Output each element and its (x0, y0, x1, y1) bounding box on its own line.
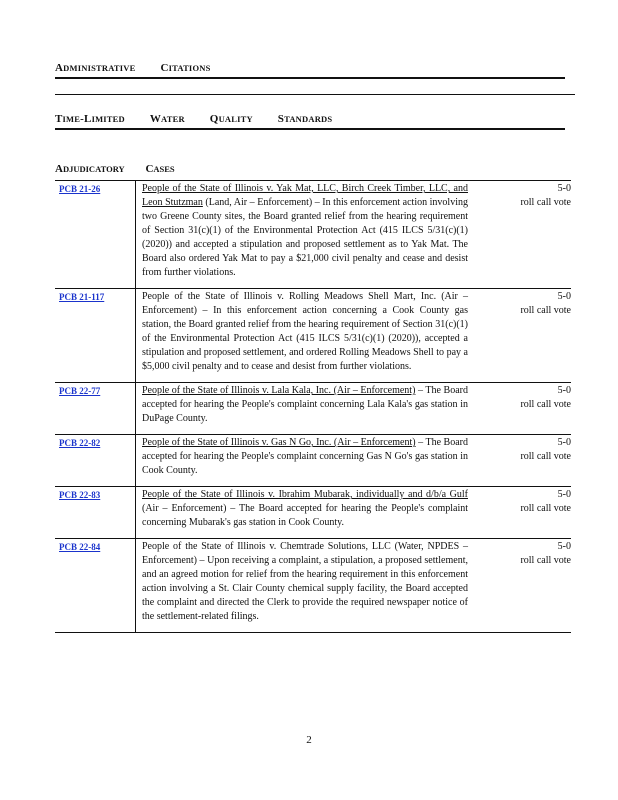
case-number-link[interactable]: PCB 22-82 (59, 438, 101, 448)
case-vote (472, 539, 571, 632)
case-title: People of the State of Illinois v. Yak Mat, LLC, Birch Creek Timber, LLC, and Leon Stutzman (142, 183, 468, 208)
case-row (55, 382, 571, 434)
case-number-link[interactable]: PCB 22-84 (59, 542, 101, 552)
case-row (55, 434, 571, 486)
heading-word: CASES (145, 163, 175, 175)
case-body: People of the State of Illinois v. Rolling Meadows Shell Mart, Inc. (Air – Enforcement) – In this enforcement action concerning a Cook County gas station, the Board granted relief from the hearing requirement of Section 31(c)(1) of the Environmental Protection Act (415 ILCS 5/31(c)(1) (2020)), accepted a stipulation and proposed settlement, and ordered Rolling Meadows Shell to pay a $5,000 civil penalty and to cease and desist from further violations. (142, 291, 468, 372)
case-number-link[interactable]: PCB 21-26 (59, 184, 101, 194)
case-description (136, 435, 472, 486)
vote-count: 5-0 (557, 183, 571, 194)
heading-word: ADMINISTRATIVE (55, 62, 136, 74)
case-body: – The Board accepted for hearing the People's complaint concerning Lala Kala's gas station in DuPage County. (142, 385, 468, 424)
case-title: People of the State of Illinois v. Lala Kala, Inc. (Air – Enforcement) (142, 385, 416, 396)
vote-count: 5-0 (557, 437, 571, 448)
case-row (55, 180, 571, 288)
vote-count: 5-0 (557, 489, 571, 500)
case-description (136, 487, 472, 538)
vote-count: 5-0 (557, 385, 571, 396)
heading-word: WATER (149, 113, 185, 125)
case-number-cell (55, 487, 136, 538)
case-vote (472, 383, 571, 434)
vote-count: 5-0 (557, 541, 571, 552)
case-title: People of the State of Illinois v. Gas N Go, Inc. (Air – Enforcement) (142, 437, 416, 448)
case-description (136, 289, 472, 382)
case-description (136, 539, 472, 632)
vote-type: roll call vote (520, 503, 571, 514)
case-row (55, 486, 571, 538)
case-number-link[interactable]: PCB 21-117 (59, 292, 105, 302)
heading-word: STANDARDS (277, 113, 333, 125)
case-vote (472, 181, 571, 288)
case-body: (Air – Enforcement) – The Board accepted for hearing the People's complaint concerning Mubarak's gas station in Cook County. (142, 503, 468, 528)
case-description (136, 383, 472, 434)
case-body: (Land, Air – Enforcement) – In this enforcement action involving two Greene County sites, the Board granted relief from the hearing requirement of Section 31(c)(1) of the Environmental Protection Act (415 ILCS 5/31(c)(1) (2020)) and accepted a stipulation and proposed settlement as to Yak Mat. The Board also ordered Yak Mat to pay a $21,000 civil penalty and cease and desist from further violations. (142, 197, 468, 278)
heading-word: TIME-LIMITED (55, 113, 125, 125)
case-vote (472, 487, 571, 538)
vote-type: roll call vote (520, 197, 571, 208)
case-number-link[interactable]: PCB 22-77 (59, 386, 101, 396)
divider (55, 94, 575, 95)
vote-type: roll call vote (520, 399, 571, 410)
cases-table (55, 180, 571, 633)
case-vote (472, 289, 571, 382)
case-number-cell (55, 289, 136, 382)
case-number-cell (55, 181, 136, 288)
case-row (55, 288, 571, 382)
case-body: – The Board accepted for hearing the People's complaint concerning Gas N Go's gas station in Cook County. (142, 437, 468, 476)
heading-word: QUALITY (209, 113, 253, 125)
vote-count: 5-0 (557, 291, 571, 302)
case-number-cell (55, 539, 136, 632)
case-number-link[interactable]: PCB 22-83 (59, 490, 101, 500)
heading-word: CITATIONS (160, 62, 211, 74)
heading-word: ADJUDICATORY (55, 163, 125, 175)
case-title: People of the State of Illinois v. Ibrahim Mubarak, individually and d/b/a Gulf (142, 489, 468, 500)
case-number-cell (55, 435, 136, 486)
case-number-cell (55, 383, 136, 434)
case-vote (472, 435, 571, 486)
case-body: People of the State of Illinois v. Chemtrade Solutions, LLC (Water, NPDES – Enforcement) – Upon receiving a complaint, a stipulation, a proposed settlement, and an agreed motion for relief from the hearing requirement in this enforcement action involving a St. Clair County chemical supply facility, the Board accepted the complaint and directed the Clerk to provide the required newspaper notice of the settlement-related filings. (142, 541, 468, 622)
vote-type: roll call vote (520, 451, 571, 462)
administrative-citations-heading (55, 62, 565, 79)
time-limited-standards-heading (55, 113, 565, 130)
adjudicatory-cases-heading (55, 163, 193, 175)
case-row (55, 538, 571, 633)
case-description (136, 181, 472, 288)
vote-type: roll call vote (520, 305, 571, 316)
page-number: 2 (306, 734, 312, 746)
vote-type: roll call vote (520, 555, 571, 566)
